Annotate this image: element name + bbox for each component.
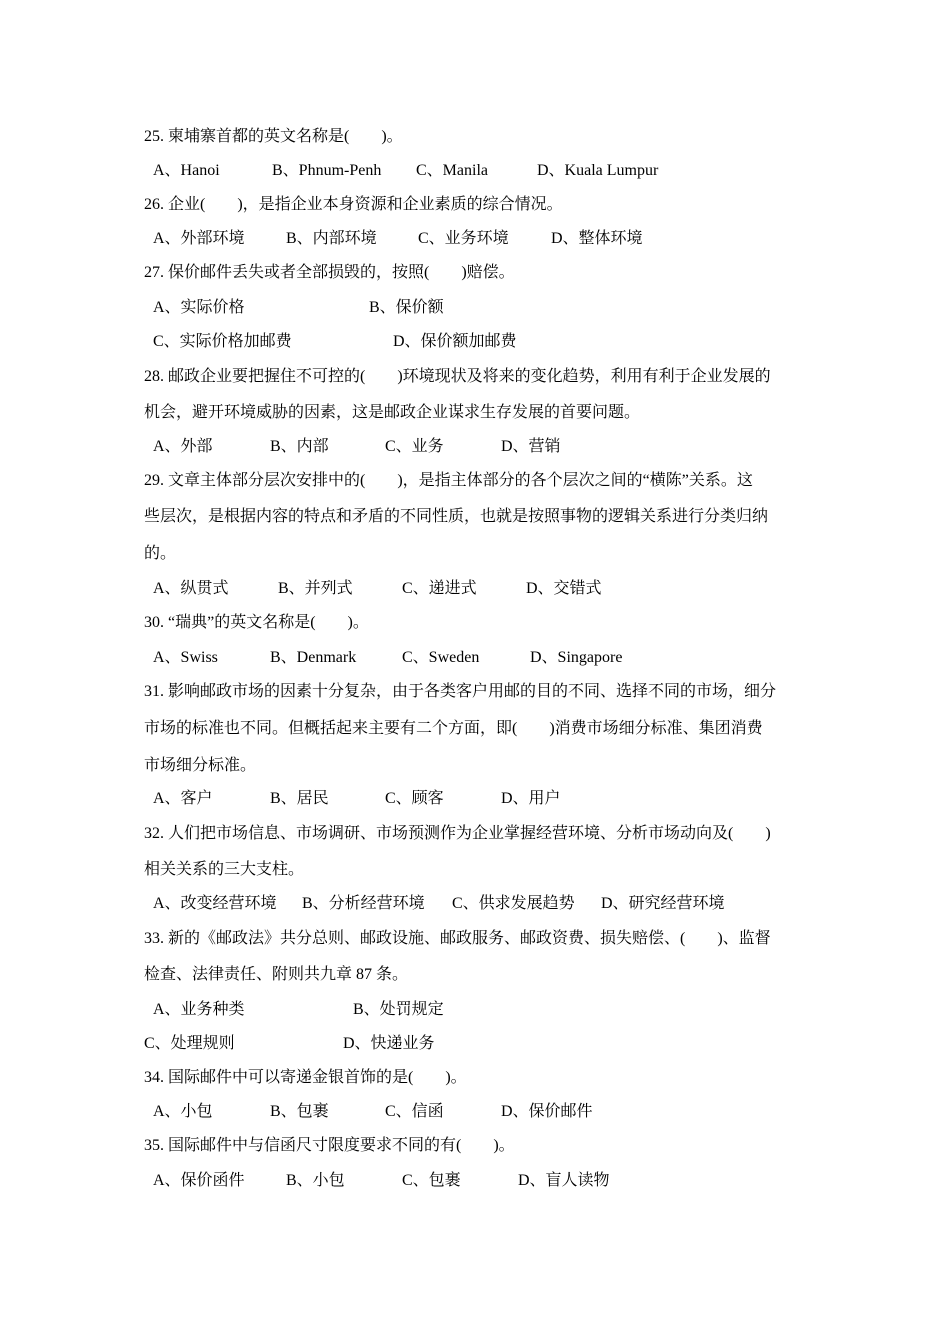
question-28-text-line-1: 28. 邮政企业要把握住不可控的( )环境现状及将来的变化趋势，利用有利于企业发展的 — [144, 368, 771, 385]
question-34-option-d: D、保价邮件 — [501, 1103, 593, 1120]
question-31-option-c: C、顾客 — [385, 790, 444, 807]
question-25-option-c: C、Manila — [416, 162, 488, 179]
question-28-text-line-2: 机会，避开环境威胁的因素，这是邮政企业谋求生存发展的首要问题。 — [144, 404, 641, 421]
question-35-option-d: D、盲人读物 — [518, 1172, 610, 1189]
question-33-text-line-1: 33. 新的《邮政法》共分总则、邮政设施、邮政服务、邮政资费、损失赔偿、( )、监督 — [144, 930, 771, 947]
question-25-option-b: B、Phnum-Penh — [272, 162, 382, 179]
question-35-option-b: B、小包 — [286, 1172, 345, 1189]
question-35-text: 35. 国际邮件中与信函尺寸限度要求不同的有( )。 — [144, 1137, 515, 1154]
question-26-option-a: A、外部环境 — [153, 230, 245, 247]
question-32-text-line-2: 相关关系的三大支柱。 — [144, 861, 305, 878]
question-31-option-b: B、居民 — [270, 790, 329, 807]
question-25-option-a: A、Hanoi — [153, 162, 220, 179]
question-26-option-b: B、内部环境 — [286, 230, 377, 247]
question-34-option-c: C、信函 — [385, 1103, 444, 1120]
question-30-text: 30. “瑞典”的英文名称是( )。 — [144, 614, 369, 631]
question-27-text: 27. 保价邮件丢失或者全部损毁的，按照( )赔偿。 — [144, 264, 515, 281]
question-32-text-line-1: 32. 人们把市场信息、市场调研、市场预测作为企业掌握经营环境、分析市场动向及( ) — [144, 825, 771, 842]
question-30-option-c: C、Sweden — [402, 649, 480, 666]
question-33-option-d: D、快递业务 — [343, 1035, 435, 1052]
question-28-option-a: A、外部 — [153, 438, 213, 455]
question-30-option-b: B、Denmark — [270, 649, 357, 666]
question-30-option-a: A、Swiss — [153, 649, 218, 666]
question-33-option-c: C、处理规则 — [144, 1035, 235, 1052]
question-33-option-a: A、业务种类 — [153, 1001, 245, 1018]
question-31-option-d: D、用户 — [501, 790, 561, 807]
question-31-text-line-3: 市场细分标准。 — [144, 757, 257, 774]
question-28-option-d: D、营销 — [501, 438, 561, 455]
question-29-text-line-2: 些层次，是根据内容的特点和矛盾的不同性质，也就是按照事物的逻辑关系进行分类归纳 — [144, 508, 769, 525]
question-29-option-b: B、并列式 — [278, 580, 353, 597]
question-32-option-c: C、供求发展趋势 — [452, 895, 575, 912]
question-26-option-d: D、整体环境 — [551, 230, 643, 247]
question-27-option-d: D、保价额加邮费 — [393, 333, 517, 350]
question-27-option-c: C、实际价格加邮费 — [153, 333, 292, 350]
question-33-text-line-2: 检查、法律责任、附则共九章 87 条。 — [144, 966, 409, 983]
question-27-option-b: B、保价额 — [369, 299, 444, 316]
question-32-option-a: A、改变经营环境 — [153, 895, 277, 912]
question-31-text-line-2: 市场的标准也不同。但概括起来主要有二个方面，即( )消费市场细分标准、集团消费 — [144, 720, 763, 737]
question-34-option-a: A、小包 — [153, 1103, 213, 1120]
question-32-option-b: B、分析经营环境 — [302, 895, 425, 912]
question-35-option-a: A、保价函件 — [153, 1172, 245, 1189]
question-28-option-c: C、业务 — [385, 438, 444, 455]
question-29-text-line-1: 29. 文章主体部分层次安排中的( )，是指主体部分的各个层次之间的“横陈”关系。这 — [144, 472, 753, 489]
question-29-option-a: A、纵贯式 — [153, 580, 229, 597]
question-26-option-c: C、业务环境 — [418, 230, 509, 247]
question-29-option-d: D、交错式 — [526, 580, 602, 597]
question-30-option-d: D、Singapore — [530, 649, 623, 666]
question-32-option-d: D、研究经营环境 — [601, 895, 725, 912]
question-31-option-a: A、客户 — [153, 790, 213, 807]
question-26-text: 26. 企业( )，是指企业本身资源和企业素质的综合情况。 — [144, 196, 563, 213]
question-31-text-line-1: 31. 影响邮政市场的因素十分复杂，由于各类客户用邮的目的不同、选择不同的市场，细分 — [144, 683, 777, 700]
question-27-option-a: A、实际价格 — [153, 299, 245, 316]
question-34-text: 34. 国际邮件中可以寄递金银首饰的是( )。 — [144, 1069, 467, 1086]
question-35-option-c: C、包裹 — [402, 1172, 461, 1189]
question-29-text-line-3: 的。 — [144, 545, 177, 562]
question-29-option-c: C、递进式 — [402, 580, 477, 597]
question-34-option-b: B、包裹 — [270, 1103, 329, 1120]
question-25-option-d: D、Kuala Lumpur — [537, 162, 659, 179]
question-28-option-b: B、内部 — [270, 438, 329, 455]
question-25-text: 25. 柬埔寨首都的英文名称是( )。 — [144, 128, 403, 145]
question-33-option-b: B、处罚规定 — [353, 1001, 444, 1018]
